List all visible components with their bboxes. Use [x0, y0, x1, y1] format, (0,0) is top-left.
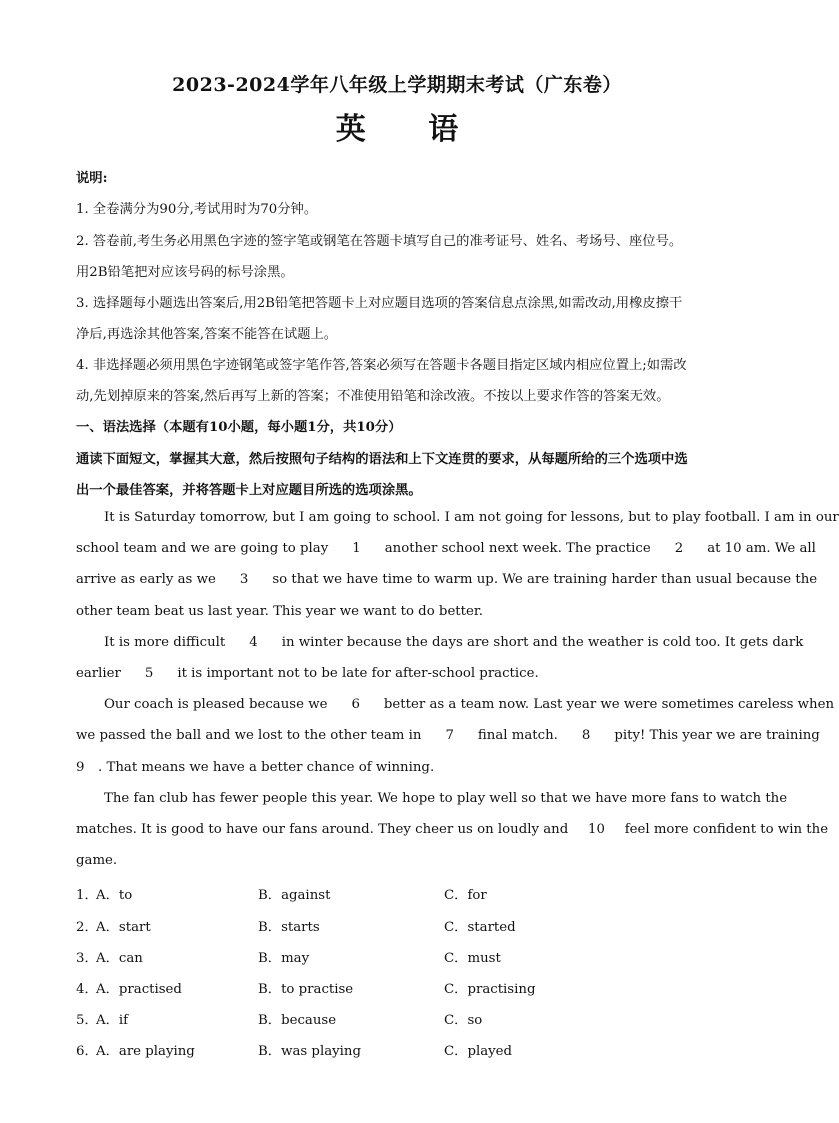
option-c[interactable]: C．started — [444, 920, 516, 935]
passage-line — [76, 822, 829, 837]
option-a[interactable]: A．to — [96, 888, 133, 903]
passage-text: . That means we have a better chance of winning. — [98, 760, 435, 775]
instruction-item-2b: 用2B铅笔把对应该号码的标号涂黑。 — [76, 265, 294, 280]
passage-line: The fan club has fewer people this year. We hope to play well so that we have more fans to watch the — [104, 791, 788, 806]
passage-line — [76, 666, 718, 681]
passage-text: another school next week. The practice — [384, 541, 651, 556]
option-b[interactable]: B．to practise — [258, 982, 354, 997]
passage-text: it is important not to be late for after-school practice. — [177, 666, 539, 681]
passage-line — [76, 572, 818, 587]
instructions-heading: 说明: — [76, 171, 108, 186]
option-c[interactable]: C．must — [444, 951, 501, 966]
blank-6[interactable]: 6 — [351, 697, 360, 712]
blank-7[interactable]: 7 — [445, 728, 454, 743]
instruction-item-2a: 2. 答卷前,考生务必用黑色字迹的签字笔或钢笔在答题卡填写自己的准考证号、姓名、考场号、座位号。 — [76, 234, 683, 249]
passage-text: feel more confident to win the — [624, 822, 829, 837]
option-a[interactable]: A．start — [96, 920, 151, 935]
exam-title: 2023-2024学年八年级上学期期末考试（广东卷） — [172, 74, 622, 96]
option-b[interactable]: B．may — [258, 951, 310, 966]
instruction-item-4b: 动,先划掉原来的答案,然后再写上新的答案；不准使用铅笔和涂改液。不按以上要求作答的答案无效。 — [76, 389, 670, 404]
passage-text: Our coach is pleased because we — [104, 697, 328, 712]
passage-line: other team beat us last year. This year we want to do better. — [76, 604, 483, 619]
section-directions-b: 出一个最佳答案，并将答题卡上对应题目所选的选项涂黑。 — [76, 483, 422, 498]
question-number: 5． — [76, 1013, 98, 1028]
section-heading: 一、语法选择（本题有10小题，每小题1分，共10分） — [76, 420, 402, 435]
blank-4[interactable]: 4 — [249, 635, 258, 650]
instruction-item-3a: 3. 选择题每小题选出答案后,用2B铅笔把答题卡上对应题目选项的答案信息点涂黑,如需改动,用橡皮擦干 — [76, 296, 683, 311]
passage-line — [76, 760, 718, 775]
instruction-item-4a: 4. 非选择题必须用黑色字迹钢笔或签字笔作答,答案必须写在答题卡各题目指定区域内相应位置上;如需改 — [76, 358, 687, 373]
passage-text: in winter because the days are short and the weather is cold too. It gets dark — [281, 635, 804, 650]
option-c[interactable]: C．played — [444, 1044, 513, 1059]
blank-1[interactable]: 1 — [352, 541, 361, 556]
subject-title: 英 语 — [335, 112, 485, 147]
blank-3[interactable]: 3 — [239, 572, 249, 587]
option-c[interactable]: C．so — [444, 1013, 483, 1028]
passage-text: It is more difficult — [104, 635, 226, 650]
passage-text: arrive as early as we — [76, 572, 216, 587]
option-b[interactable]: B．starts — [258, 920, 320, 935]
question-number: 4． — [76, 982, 98, 997]
passage-line — [104, 697, 835, 712]
passage-line: It is Saturday tomorrow, but I am going to school. I am not going for lessons, but to play football. I am in our — [104, 510, 839, 525]
passage-text: at 10 am. We all — [707, 541, 816, 556]
passage-text: better as a team now. Last year we were sometimes careless when — [383, 697, 835, 712]
blank-8[interactable]: 8 — [581, 728, 591, 743]
blank-9[interactable]: 9 — [76, 760, 85, 775]
passage-text: school team and we are going to play — [76, 541, 329, 556]
passage-line — [76, 541, 816, 556]
option-c[interactable]: C．for — [444, 888, 487, 903]
passage-line — [104, 635, 804, 650]
option-c[interactable]: C．practising — [444, 982, 536, 997]
passage-text: matches. It is good to have our fans around. They cheer us on loudly and — [76, 822, 569, 837]
option-a[interactable]: A．are playing — [96, 1044, 195, 1059]
passage-text: earlier — [76, 666, 121, 681]
question-number: 1． — [76, 888, 98, 903]
instruction-item-3b: 净后,再选涂其他答案,答案不能答在试题上。 — [76, 327, 338, 342]
blank-5[interactable]: 5 — [144, 666, 154, 681]
section-directions-a: 通读下面短文，掌握其大意，然后按照句子结构的语法和上下文连贯的要求，从每题所给的三个选项中选 — [76, 452, 688, 467]
passage-text: final match. — [477, 728, 558, 743]
option-b[interactable]: B．because — [258, 1013, 337, 1028]
option-a[interactable]: A．if — [96, 1013, 129, 1028]
passage-text: so that we have time to warm up. We are training harder than usual because the — [272, 572, 818, 587]
question-number: 6． — [76, 1044, 98, 1059]
passage-text: pity! This year we are training — [614, 728, 820, 743]
option-a[interactable]: A．can — [96, 951, 143, 966]
passage-line — [76, 728, 820, 743]
passage-text: we passed the ball and we lost to the other team in — [76, 728, 422, 743]
option-b[interactable]: B．against — [258, 888, 331, 903]
blank-10[interactable]: 10 — [587, 822, 605, 837]
question-number: 3． — [76, 951, 98, 966]
passage-line: game. — [76, 853, 118, 868]
option-a[interactable]: A．practised — [96, 982, 182, 997]
blank-2[interactable]: 2 — [674, 541, 684, 556]
instruction-item-1: 1. 全卷满分为90分,考试用时为70分钟。 — [76, 202, 318, 217]
question-number: 2． — [76, 920, 98, 935]
option-b[interactable]: B．was playing — [258, 1044, 361, 1059]
